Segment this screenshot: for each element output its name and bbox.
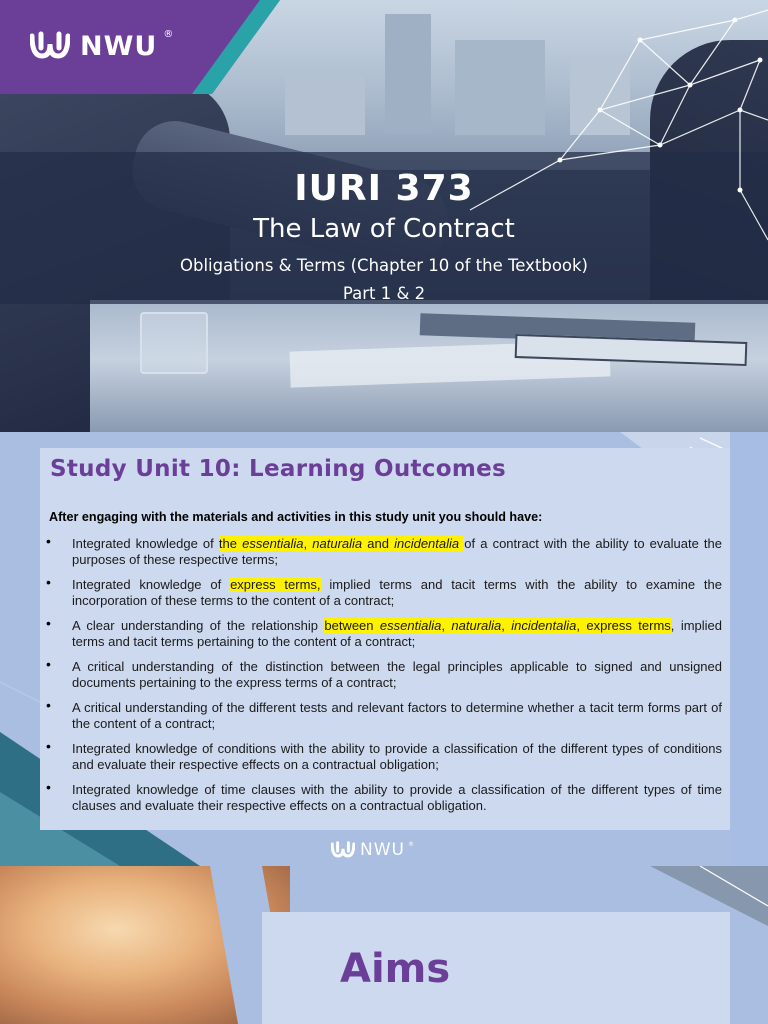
list-item: [46, 574, 722, 608]
course-subtitle: Obligations & Terms (Chapter 10 of the Textbook): [180, 256, 588, 275]
nwu-logo-text: NWU: [80, 30, 158, 62]
highlighted-text: [219, 536, 464, 551]
bullet: •: [46, 533, 51, 549]
list-item: [46, 738, 722, 772]
registered-mark: ®: [163, 28, 174, 40]
italic-term: incidentalia: [394, 536, 460, 551]
footer-logo-text: NWU: [360, 840, 405, 860]
outcome-text: implied terms and tacit terms with the ability to examine the incorporation of these terms to the content of a contract;: [72, 577, 722, 608]
nwu-emblem-icon: [331, 840, 355, 860]
outcome-text: of a contract with the ability to evaluate the purposes of these respective terms;: [72, 536, 723, 567]
title-block: [0, 166, 768, 306]
list-item: [46, 656, 722, 690]
course-part: Part 1 & 2: [342, 284, 426, 303]
outcomes-list: [46, 533, 723, 823]
italic-term: essentialia: [242, 536, 304, 551]
outcome-text: Integrated knowledge of: [72, 577, 231, 592]
nwu-logo: [30, 30, 173, 62]
bullet: •: [46, 574, 51, 590]
italic-term: incidentalia: [511, 618, 577, 633]
outcome-text: A critical understanding of the distinction between the legal principles applicable to signed and unsigned documents pertaining to the express terms of a contract;: [72, 659, 722, 690]
learning-outcomes-slide: [0, 432, 768, 866]
nwu-emblem-icon: [30, 30, 70, 62]
bullet: •: [46, 656, 51, 672]
outcome-text: Integrated knowledge of time clauses with the ability to provide a classification of the different types of time clauses and evaluate their respective effects on a contractual obligation.: [72, 782, 722, 813]
text-run: between: [324, 618, 380, 633]
registered-mark: ®: [407, 840, 414, 848]
italic-term: naturalia: [312, 536, 363, 551]
bullet: •: [46, 779, 51, 795]
highlighted-text: [324, 618, 670, 633]
title-slide: [0, 0, 768, 432]
outcome-text: Integrated knowledge of conditions with the ability to provide a classification of the different types of conditions and evaluate their respective effects on a contractual obligation;: [72, 741, 722, 772]
right-strip: [730, 432, 768, 866]
outcome-text: Integrated knowledge of: [72, 536, 219, 551]
footer-nwu-logo: [331, 840, 414, 860]
outcome-text: , implied terms and tacit terms pertaining to the content of a contract;: [72, 618, 722, 649]
text-run: , express terms: [576, 618, 671, 633]
list-item: [46, 697, 722, 731]
italic-term: essentialia: [379, 618, 442, 633]
text-run: ,: [303, 536, 313, 551]
highlighted-text: express terms,: [230, 577, 321, 592]
outcomes-intro: After engaging with the materials and activities in this study unit you should have:: [49, 510, 543, 524]
list-item: [46, 615, 722, 649]
list-item: [46, 533, 723, 567]
bullet: •: [46, 738, 51, 754]
bullet: •: [46, 615, 51, 631]
outcomes-heading: Study Unit 10: Learning Outcomes: [50, 456, 506, 482]
course-name: The Law of Contract: [253, 214, 515, 244]
aims-slide: [0, 866, 768, 1024]
text-run: ,: [501, 618, 512, 633]
aims-title: Aims: [340, 946, 451, 992]
outcome-text: A critical understanding of the different tests and relevant factors to determine whether a tacit term forms part of the content of a contract;: [72, 700, 722, 731]
bullet: •: [46, 697, 51, 713]
list-item: [46, 779, 722, 813]
text-run: the: [218, 536, 243, 551]
aims-card: [262, 912, 730, 1024]
italic-term: naturalia: [451, 618, 502, 633]
text-run: ,: [441, 618, 452, 633]
text-run: and: [362, 536, 395, 551]
course-code: IURI 373: [294, 168, 474, 209]
outcome-text: A clear understanding of the relationship: [72, 618, 325, 633]
